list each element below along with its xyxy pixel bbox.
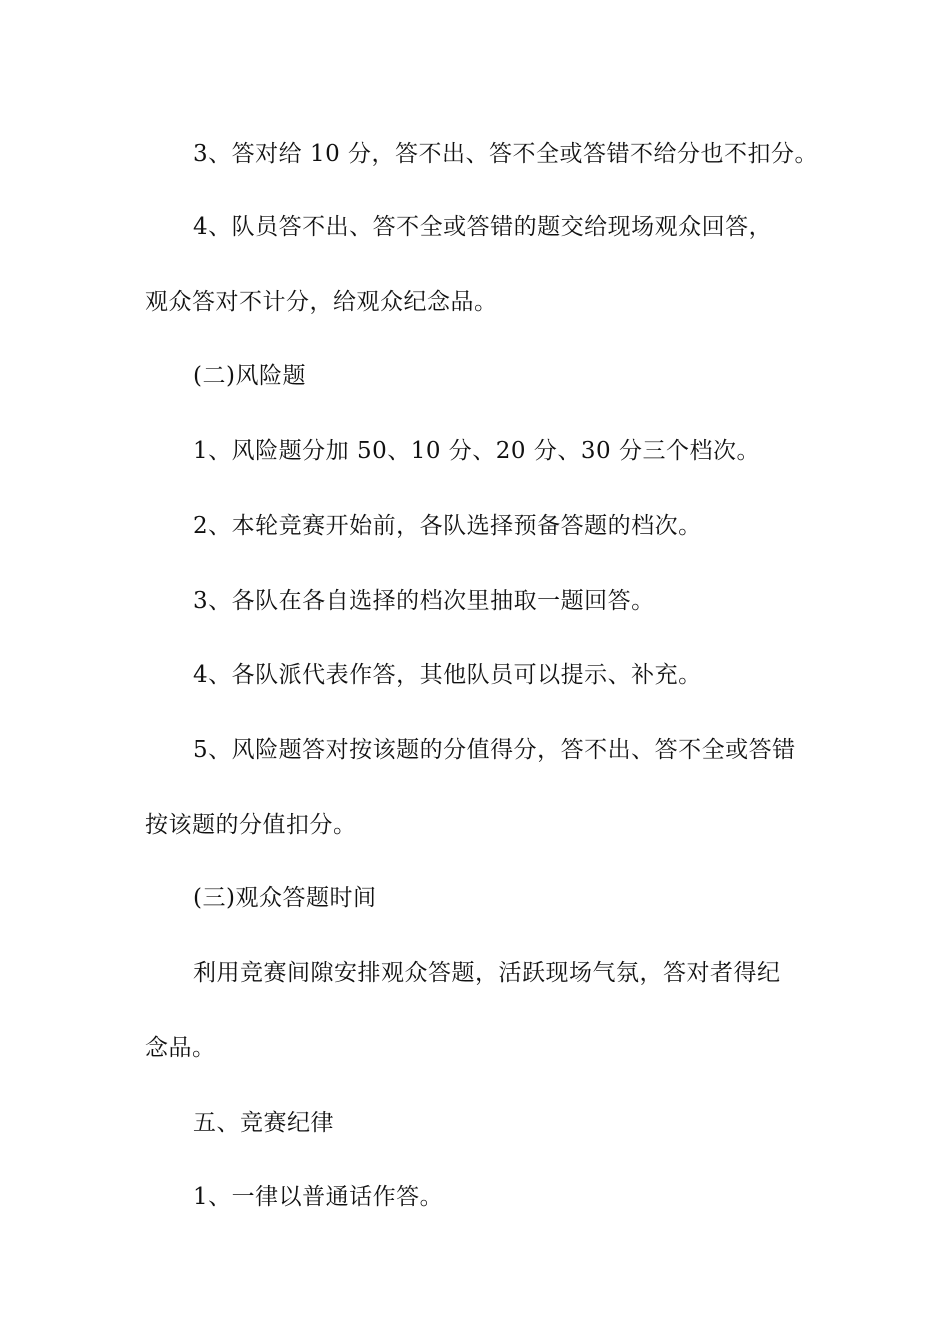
paragraph-line: 3、各队在各自选择的档次里抽取一题回答。 <box>193 588 655 614</box>
paragraph-line: 1、风险题分加 50、10 分、20 分、30 分三个档次。 <box>193 438 760 464</box>
paragraph-line: 按该题的分值扣分。 <box>145 812 357 838</box>
paragraph-line: 2、本轮竞赛开始前，各队选择预备答题的档次。 <box>193 513 702 539</box>
paragraph-line: 念品。 <box>145 1035 216 1061</box>
paragraph-line: 利用竞赛间隙安排观众答题，活跃现场气氛，答对者得纪 <box>193 960 781 986</box>
section-heading: (三)观众答题时间 <box>193 885 377 911</box>
paragraph-line: 4、队员答不出、答不全或答错的题交给现场观众回答， <box>193 214 773 240</box>
section-heading: (二)风险题 <box>193 363 306 389</box>
paragraph-line: 3、答对给 10 分，答不出、答不全或答错不给分也不扣分。 <box>193 141 819 167</box>
paragraph-line: 4、各队派代表作答，其他队员可以提示、补充。 <box>193 662 702 688</box>
paragraph-line: 5、风险题答对按该题的分值得分，答不出、答不全或答错 <box>193 737 796 763</box>
paragraph-line: 1、一律以普通话作答。 <box>193 1184 444 1210</box>
paragraph-line: 观众答对不计分，给观众纪念品。 <box>145 289 498 315</box>
section-heading: 五、竞赛纪律 <box>193 1110 334 1136</box>
